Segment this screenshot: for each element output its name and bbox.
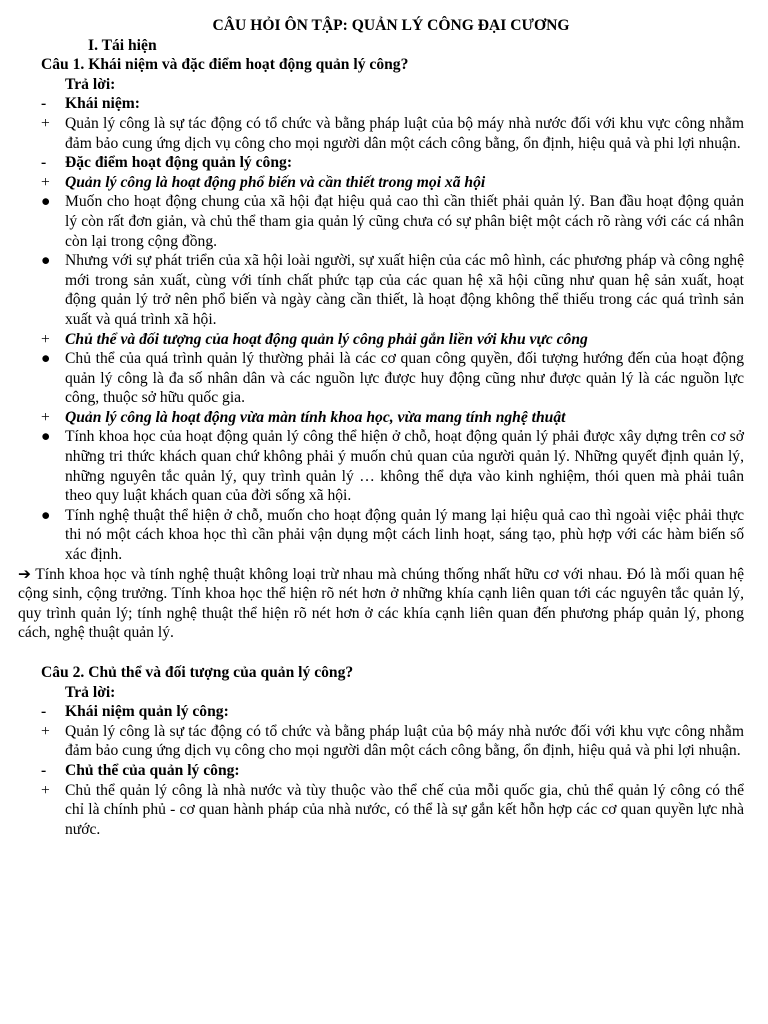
list-marker: + [41, 722, 50, 740]
list-item [18, 761, 744, 781]
list-item-text: Tính khoa học của hoạt động quản lý công thể hiện ở chỗ, hoạt động quản lý phải được xây dựng trên cơ sở những tri thức khách quan chứ không phải ý muốn chủ quan của người quản lý. Những quyết định quản lý, những nguyên tắc quản lý, quy trình quản lý … không thể dựa vào kinh nghiệm, thói quen mà phải tuân theo quy luật khách quan của đời sống xã hội. [65, 428, 744, 505]
list-item-text: Khái niệm: [65, 95, 140, 113]
list-item [18, 408, 744, 428]
document-title: CÂU HỎI ÔN TẬP: QUẢN LÝ CÔNG ĐẠI CƯƠNG [212, 17, 570, 34]
list-marker: ● [41, 350, 51, 368]
list-item [18, 114, 744, 153]
list-marker: ● [41, 506, 51, 524]
list-item [18, 506, 744, 565]
list-item [18, 330, 744, 350]
list-marker: - [41, 703, 47, 721]
list-item [18, 702, 744, 722]
list-marker: ● [41, 193, 51, 211]
list-item [18, 153, 744, 173]
conclusion-paragraph: ➔ Tính khoa học và tính nghệ thuật không loại trừ nhau mà chúng thống nhất hữu cơ với nhau. Đó là mối quan hệ cộng sinh, cộng trưởng. Tính khoa học thể hiện rõ nét hơn ở những khía cạnh liên quan tới các nguyên tắc quản lý, quy trình quản lý; tính nghệ thuật thể hiện rõ nét hơn ở các khía cạnh liên quan đến phương pháp quản lý, phong cách, nghệ thuật quản lý. [18, 565, 744, 642]
list-item-text: Quản lý công là sự tác động có tổ chức và bằng pháp luật của bộ máy nhà nước đối với khu vực công nhằm đảm bảo cung ứng dịch vụ công cho mọi người dân một cách công bằng, ổn định, hiệu quả và phi lợi nhuận. [65, 114, 744, 152]
list-marker: ● [41, 428, 51, 446]
list-item [18, 427, 744, 505]
list-marker: ● [41, 252, 51, 270]
answer-label: Trả lời: [65, 683, 116, 701]
question-2-items [18, 702, 744, 839]
list-item-text: Khái niệm quản lý công: [65, 703, 229, 721]
list-marker: - [41, 154, 47, 172]
list-item-text: Tính nghệ thuật thể hiện ở chỗ, muốn cho hoạt động quản lý mang lại hiệu quả cao thì ngoài việc phải thực thi nó một cách khoa học thì cần phải vận dụng một cách linh hoạt, sáng tạo, phù hợp với các hàm biến số xác định. [65, 506, 744, 564]
answer-label: Trả lời: [65, 75, 116, 93]
list-item [18, 94, 744, 114]
list-marker: + [41, 114, 50, 132]
list-item-text: Chủ thể và đối tượng của hoạt động quản lý công phải gắn liền với khu vực công [65, 330, 588, 348]
question-1-items [18, 94, 744, 564]
list-item-text: Chủ thể của quá trình quản lý thường phải là các cơ quan công quyền, đối tượng hướng đến của hoạt động quản lý công là đa số nhân dân và các nguồn lực được huy động cũng như được quản lý là các nguồn lực công, thuộc sở hữu quốc gia. [65, 350, 744, 407]
list-item-text: Chủ thể của quản lý công: [65, 761, 240, 779]
spacer [18, 643, 744, 663]
list-item [18, 192, 744, 251]
list-item-text: Quản lý công là hoạt động phổ biến và cần thiết trong mọi xã hội [65, 173, 486, 191]
list-marker: - [41, 95, 47, 113]
list-item [18, 173, 744, 193]
list-item-text: Chủ thể quản lý công là nhà nước và tùy thuộc vào thể chế của mỗi quốc gia, chủ thể quản lý công có thể chỉ là chính phủ - cơ quan hành pháp của nhà nước, có thể là sự gắn kết hỗn hợp các cơ quan quyền lực nhà nước. [65, 781, 744, 838]
list-marker: + [41, 173, 50, 191]
list-item [18, 349, 744, 408]
list-item [18, 722, 744, 761]
list-marker: + [41, 330, 50, 348]
question-1: Câu 1. Khái niệm và đặc điểm hoạt động quản lý công? [41, 56, 409, 74]
section-heading: I. Tái hiện [88, 36, 157, 54]
list-item-text: Đặc điểm hoạt động quản lý công: [65, 154, 293, 172]
list-item-text: Quản lý công là hoạt động vừa màn tính khoa học, vừa mang tính nghệ thuật [65, 408, 566, 426]
list-item [18, 781, 744, 840]
list-marker: - [41, 761, 47, 779]
list-item-text: Nhưng với sự phát triển của xã hội loài người, sự xuất hiện của các mô hình, các phương pháp và công nghệ mới trong sản xuất, cùng với tính chất phức tạp của các quan hệ xã hội cũng như quan hệ sản xuất, hoạt động quản lý trở nên phổ biến và ngày càng cần thiết, là hoạt động không thể thiếu trong các quá trình sản xuất và quá trình xã hội. [65, 252, 744, 328]
list-marker: + [41, 408, 50, 426]
list-item-text: Muốn cho hoạt động chung của xã hội đạt hiệu quả cao thì cần thiết phải quản lý. Ban đầu hoạt động quản lý còn rất đơn giản, và chủ thể tham gia quản lý cũng chưa có sự phân biệt một cách rõ ràng với các cá nhân còn lại trong cộng đồng. [65, 193, 744, 250]
question-2: Câu 2. Chủ thể và đối tượng của quản lý công? [41, 664, 354, 681]
list-item-text: Quản lý công là sự tác động có tổ chức và bằng pháp luật của bộ máy nhà nước đối với khu vực công nhằm đảm bảo cung ứng dịch vụ công cho mọi người dân một cách công bằng, ổn định, hiệu quả và phi lợi nhuận. [65, 722, 744, 760]
list-marker: + [41, 781, 50, 799]
list-item [18, 251, 744, 329]
